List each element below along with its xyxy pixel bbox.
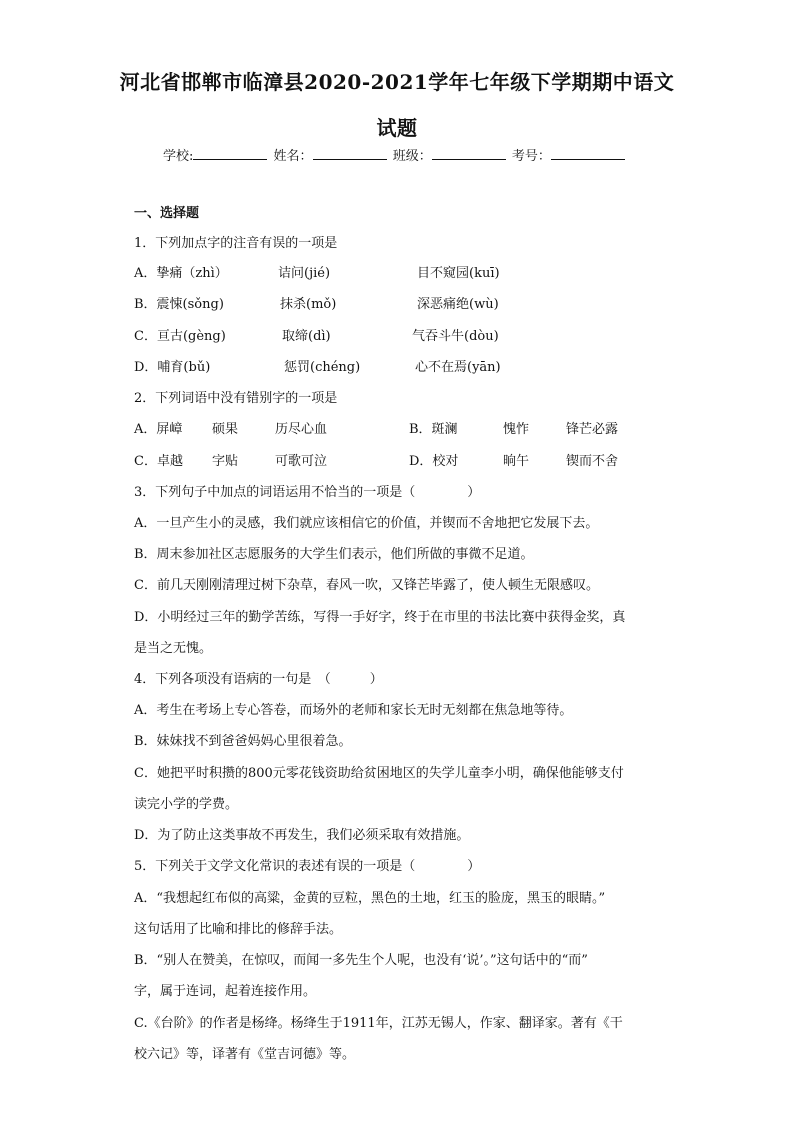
- student-info-row: [163, 145, 627, 164]
- class-label: 班级：: [392, 149, 432, 164]
- number-blank[interactable]: [551, 147, 625, 160]
- q1-option-d: D．哺育(bǔ): [134, 360, 211, 375]
- exam-title-line1: 河北省邯郸市临漳县2020-2021学年七年级下学期期中语文: [119, 70, 675, 94]
- q3-option-c: C．前几天刚刚清理过树下杂草，春风一吹，又锋芒毕露了，使人顿生无限感叹。: [134, 578, 599, 593]
- q4-option-d: D．为了防止这类事故不再发生，我们必须采取有效措施。: [134, 828, 470, 843]
- q2-option-a: A．屏嶂: [134, 422, 183, 437]
- q3-option-d: D．小明经过三年的勤学苦练，写得一手好字，终于在市里的书法比赛中获得金奖，真: [134, 610, 626, 625]
- number-label: 考号：: [511, 149, 551, 164]
- q2-option-b-3: 锋芒必露: [566, 422, 619, 437]
- q1-option-b-3: 深恶痛绝(wù): [417, 297, 499, 312]
- q5-option-c-cont: 校六记》等，译著有《堂吉诃德》等。: [134, 1047, 356, 1062]
- q2-option-a-2: 硕果: [212, 422, 239, 437]
- school-label: 学校:: [163, 149, 194, 164]
- q5-option-b-cont: 字，属于连词，起着连接作用。: [134, 984, 317, 999]
- exam-title-line2: 试题: [376, 116, 418, 140]
- section-heading: 一、选择题: [134, 206, 200, 221]
- q4-stem: 4．下列各项没有语病的一句是 （ ）: [134, 672, 383, 687]
- q2-option-c: C．卓越: [134, 454, 183, 469]
- q5-option-a: A．“我想起红布似的高粱，金黄的豆粒，黑色的土地，红玉的脸庞，黑玉的眼睛。”: [134, 891, 606, 906]
- q4-option-b: B．妹妹找不到爸爸妈妈心里很着急。: [134, 734, 352, 749]
- q4-option-c: C．她把平时积攒的800元零花钱资助给贫困地区的失学儿童李小明，确保他能够支付: [134, 766, 624, 781]
- q3-stem: 3．下列句子中加点的词语运用不恰当的一项是（ ）: [134, 485, 481, 500]
- q5-stem: 5．下列关于文学文化常识的表述有误的一项是（ ）: [134, 859, 481, 874]
- q2-option-a-3: 历尽心血: [275, 422, 328, 437]
- q3-option-d-cont: 是当之无愧。: [134, 641, 213, 656]
- q2-option-b-2: 愧怍: [503, 422, 530, 437]
- q2-option-d-2: 晌午: [503, 454, 530, 469]
- q1-option-c-2: 取缔(dì): [282, 329, 331, 344]
- q1-option-c-3: 气吞斗牛(dòu): [412, 329, 499, 344]
- q1-option-a-3: 目不窥园(kuī): [417, 266, 500, 281]
- name-blank[interactable]: [313, 147, 387, 160]
- q1-option-d-3: 心不在焉(yān): [415, 360, 501, 375]
- q1-option-c: C．亘古(gèng): [134, 329, 226, 344]
- q4-option-c-cont: 读完小学的学费。: [134, 797, 239, 812]
- q2-option-b: B．斑澜: [409, 422, 458, 437]
- q2-option-d-3: 锲而不舍: [566, 454, 619, 469]
- q2-option-d: D．校对: [409, 454, 459, 469]
- q5-option-c: C.《台阶》的作者是杨绛。杨绛生于1911年，江苏无锡人，作家、翻译家。著有《干: [134, 1016, 623, 1031]
- q1-option-d-2: 惩罚(chéng): [284, 360, 361, 375]
- q1-option-a: A．挚痛（zhì）: [134, 266, 228, 281]
- q1-stem: 1．下列加点字的注音有误的一项是: [134, 236, 338, 251]
- q5-option-b: B．“别人在赞美，在惊叹，而闻一多先生个人呢，也没有‘说’。”这句话中的“而”: [134, 953, 588, 968]
- q1-option-a-2: 诘问(jié): [278, 266, 331, 281]
- q2-option-c-2: 字贴: [212, 454, 239, 469]
- q2-option-c-3: 可歌可泣: [275, 454, 328, 469]
- q1-option-b: B．震悚(sǒng): [134, 297, 224, 312]
- class-blank[interactable]: [432, 147, 506, 160]
- q5-option-a-cont: 这句话用了比喻和排比的修辞手法。: [134, 922, 343, 937]
- q2-stem: 2．下列词语中没有错别字的一项是: [134, 391, 338, 406]
- q1-option-b-2: 抹杀(mǒ): [280, 297, 337, 312]
- school-blank[interactable]: [193, 147, 267, 160]
- q4-option-a: A．考生在考场上专心答卷，而场外的老师和家长无时无刻都在焦急地等待。: [134, 703, 573, 718]
- name-label: 姓名：: [273, 149, 313, 164]
- q3-option-b: B．周末参加社区志愿服务的大学生们表示，他们所做的事微不足道。: [134, 547, 534, 562]
- q3-option-a: A．一旦产生小的灵感，我们就应该相信它的价值，并锲而不舍地把它发展下去。: [134, 516, 599, 531]
